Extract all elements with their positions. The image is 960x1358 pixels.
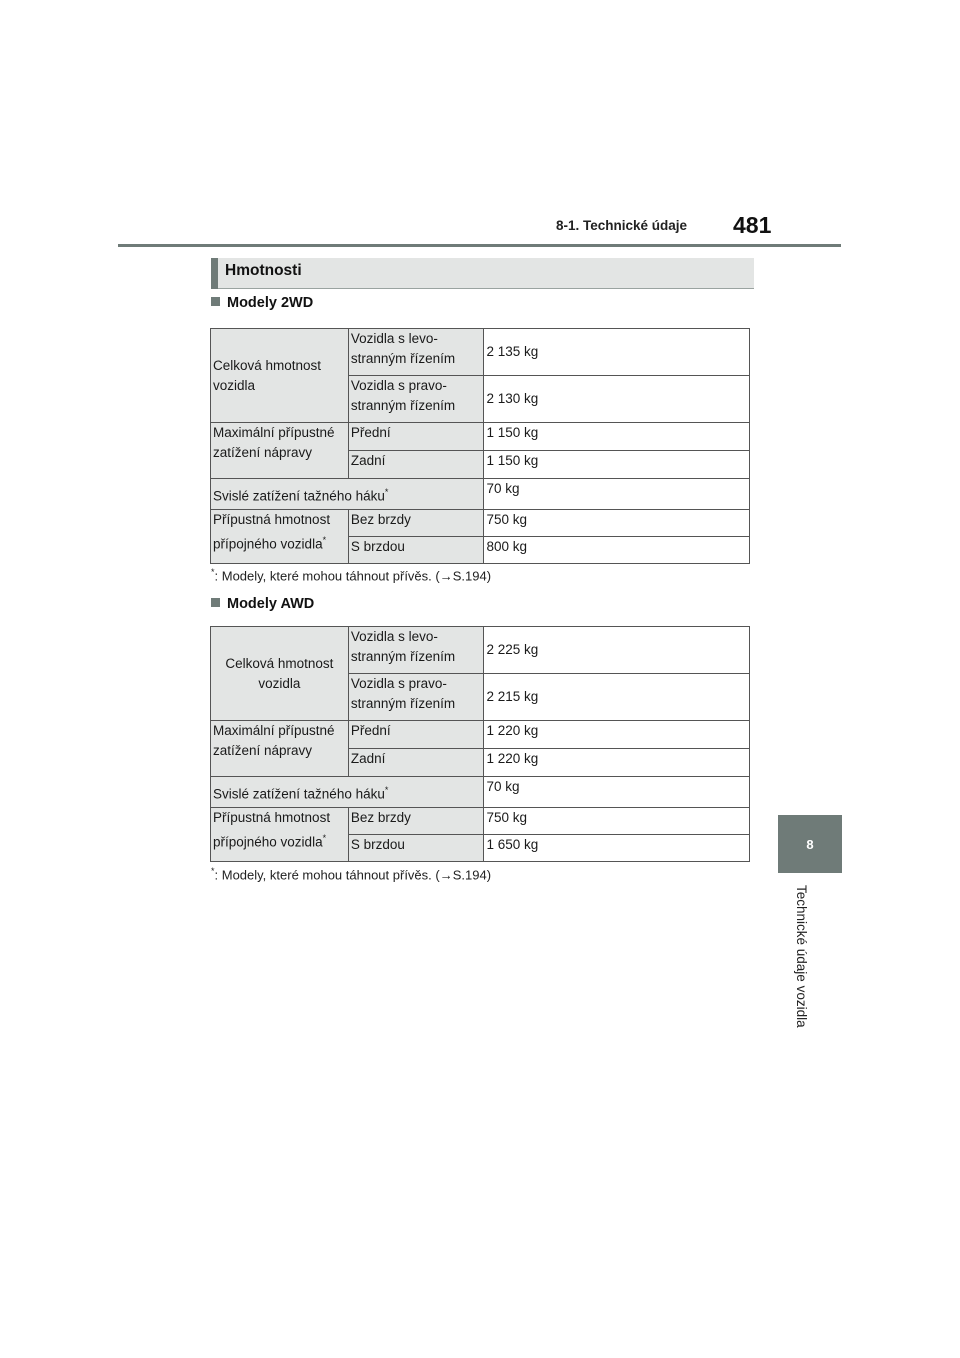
footnote-mark: * bbox=[384, 486, 389, 497]
weights-table-awd bbox=[210, 626, 750, 862]
footnote-awd: *: Modely, které mohou táhnout přívěs. (→S.194) bbox=[211, 866, 492, 883]
subheading-awd bbox=[211, 596, 314, 612]
footnote-mark: * bbox=[322, 833, 327, 843]
square-bullet-icon bbox=[211, 598, 220, 607]
rear-axle-label: Zadní bbox=[348, 451, 484, 479]
footnote-mark: * bbox=[384, 784, 389, 795]
hitch-load-label: Svislé zatížení tažného háku* bbox=[211, 777, 484, 808]
footnote-2wd: *: Modely, které mohou táhnout přívěs. (→S.194) bbox=[211, 567, 492, 584]
section-accent bbox=[211, 258, 218, 289]
rhd-value: 2 130 kg bbox=[484, 376, 750, 423]
braked-value: 1 650 kg bbox=[484, 835, 750, 862]
page-number: 481 bbox=[733, 212, 772, 238]
subheading-2wd bbox=[211, 295, 313, 311]
rhd-label: Vozidla s pravo-stranným řízením bbox=[348, 376, 484, 423]
front-axle-value: 1 220 kg bbox=[484, 721, 750, 749]
lhd-label: Vozidla s levo-stranným řízením bbox=[348, 627, 484, 674]
section-title-bar bbox=[211, 258, 754, 289]
unbraked-label: Bez brzdy bbox=[348, 510, 484, 537]
rear-axle-label: Zadní bbox=[348, 749, 484, 777]
lhd-value: 2 135 kg bbox=[484, 329, 750, 376]
braked-value: 800 kg bbox=[484, 537, 750, 564]
front-axle-label: Přední bbox=[348, 721, 484, 749]
gross-weight-label: Celková hmotnost vozidla bbox=[211, 329, 349, 423]
braked-label: S brzdou bbox=[348, 835, 484, 862]
chapter-title-vertical: Technické údaje vozidla bbox=[794, 885, 809, 1028]
section-title: Hmotnosti bbox=[225, 262, 302, 279]
lhd-label: Vozidla s levo-stranným řízením bbox=[348, 329, 484, 376]
header-section-title: 8-1. Technické údaje bbox=[556, 218, 688, 233]
hitch-load-label: Svislé zatížení tažného háku* bbox=[211, 479, 484, 510]
gross-weight-label: Celková hmotnost vozidla bbox=[211, 627, 349, 721]
rear-axle-value: 1 220 kg bbox=[484, 749, 750, 777]
subheading-text: Modely 2WD bbox=[227, 295, 314, 311]
chapter-number: 8 bbox=[806, 836, 814, 852]
trailer-weight-label: Přípustná hmotnost přípojného vozidla* bbox=[211, 510, 349, 564]
header-rule bbox=[118, 244, 841, 247]
trailer-weight-label: Přípustná hmotnost přípojného vozidla* bbox=[211, 808, 349, 862]
axle-load-label: Maximální přípustné zatížení nápravy bbox=[211, 721, 349, 777]
front-axle-value: 1 150 kg bbox=[484, 423, 750, 451]
braked-label: S brzdou bbox=[348, 537, 484, 564]
front-axle-label: Přední bbox=[348, 423, 484, 451]
chapter-tab bbox=[778, 815, 842, 873]
unbraked-label: Bez brzdy bbox=[348, 808, 484, 835]
footnote-mark: * bbox=[322, 535, 327, 545]
axle-load-label: Maximální přípustné zatížení nápravy bbox=[211, 423, 349, 479]
subheading-text: Modely AWD bbox=[227, 596, 315, 612]
rear-axle-value: 1 150 kg bbox=[484, 451, 750, 479]
unbraked-value: 750 kg bbox=[484, 510, 750, 537]
square-bullet-icon bbox=[211, 297, 220, 306]
rhd-value: 2 215 kg bbox=[484, 674, 750, 721]
hitch-load-value: 70 kg bbox=[484, 777, 750, 808]
unbraked-value: 750 kg bbox=[484, 808, 750, 835]
lhd-value: 2 225 kg bbox=[484, 627, 750, 674]
hitch-load-value: 70 kg bbox=[484, 479, 750, 510]
weights-table-2wd bbox=[210, 328, 750, 564]
rhd-label: Vozidla s pravo-stranným řízením bbox=[348, 674, 484, 721]
